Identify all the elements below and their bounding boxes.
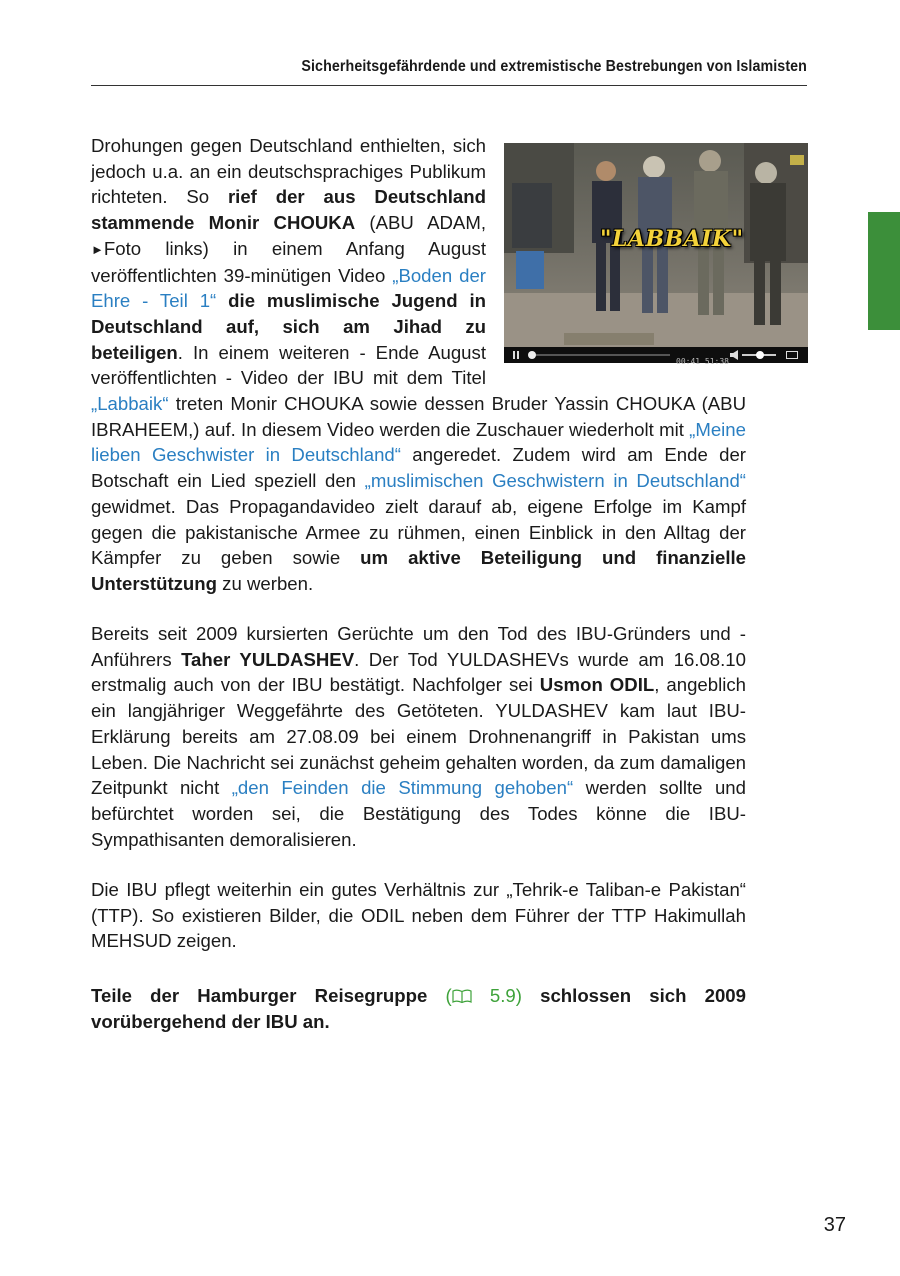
text-run: Foto links) in einem Anfang August veröffentlichten 39-minütigen Video xyxy=(91,237,486,286)
cross-reference-link[interactable]: 5.9) xyxy=(471,985,522,1006)
chapter-tab-marker xyxy=(868,212,900,330)
pause-icon[interactable] xyxy=(513,351,519,359)
text-run xyxy=(216,290,228,311)
emphasis-hamburg: Teile der Hamburger Reisegruppe xyxy=(91,985,428,1006)
video-title-overlay: "LABBAIK" xyxy=(600,226,744,252)
text-run: werden sollte und befürchtet worden sei, die Bestätigung des Todes könne die IBU-Sympathisanten demoralisieren. xyxy=(91,777,746,850)
text-run: . In einem weiteren - Ende August veröffentlichten - Video der IBU mit dem Titel xyxy=(91,341,486,389)
text-run: . Der Tod YULDASHEVs wurde am 16.08.10 erstmalig auch von der IBU bestätigt. Nachfolger sei xyxy=(91,648,746,696)
volume-icon[interactable] xyxy=(730,350,738,360)
video-player-controls xyxy=(504,347,808,366)
triangle-right-icon: ► xyxy=(91,241,104,257)
emphasis-chouka-call: rief der aus Deutschland stammende Monir CHOUKA xyxy=(91,186,486,234)
fullscreen-icon[interactable] xyxy=(786,351,798,359)
text-run: treten Monir CHOUKA sowie dessen Bruder Yassin CHOUKA (ABU IBRAHEEM,) auf. In diesem Video werden die Zuschauer wiederholt mit xyxy=(91,393,746,440)
progress-knob[interactable] xyxy=(528,351,536,359)
header-rule xyxy=(91,85,807,86)
emphasis-odil: Usmon ODIL xyxy=(539,674,655,696)
paragraph-ttp: Die IBU pflegt weiterhin ein gutes Verhältnis zur „Tehrik-e Taliban-e Pakistan“ (TTP). So existieren Bilder, die ODIL neben dem Führer der TTP Hakimullah MEHSUD zeigen. xyxy=(91,879,746,952)
quote-geschwister: „Meine lieben Geschwister in Deutschland“ xyxy=(91,418,746,466)
volume-knob[interactable] xyxy=(756,351,764,359)
text-run: Bereits seit 2009 kursierten Gerüchte um den Tod des IBU-Gründers und -Anführers xyxy=(91,623,746,670)
running-title: Sicherheitsgefährdende und extremistische Bestrebungen von Islamisten xyxy=(301,58,807,75)
text-run: , angeblich ein langjähriger Weggefährte des Getöteten. YULDASHEV kam laut IBU-Erklärung bereits am 27.08.09 bei einem Drohnenangriff in Pakistan ums Leben. Die Nachricht sei zunächst geheim gehalten worden, da zum damaligen Zeitpunkt nicht xyxy=(91,674,746,799)
text-run: gewidmet. Das Propagandavideo zielt darauf ab, eigene Erfolge im Kampf gegen die pakistanische Armee zu rühmen, einen Einblick in den Alltag der Kämpfer zu geben sowie xyxy=(91,495,746,569)
page-number: 37 xyxy=(823,1214,846,1236)
quote-video-title: „Boden der Ehre - Teil 1“ xyxy=(91,264,487,312)
labbaik-video-still[interactable] xyxy=(504,143,808,366)
video-timecode: 00:41 51:38 xyxy=(676,357,729,366)
quote-labbaik: „Labbaik“ xyxy=(91,393,169,415)
quote-muslimischen-geschwistern: „muslimischen Geschwistern in Deutschland“ xyxy=(364,470,746,492)
emphasis-hamburg-joined: schlossen sich 2009 vorübergehend der IBU an. xyxy=(91,985,746,1032)
emphasis-jihad-call: die muslimische Jugend in Deutschland auf, sich am Jihad zu beteiligen xyxy=(91,290,487,363)
text-run: Drohungen gegen Deutschland enthielten, sich jedoch u.a. an ein deutschsprachiges Publikum richteten. So xyxy=(91,135,486,208)
book-icon xyxy=(452,989,472,1004)
emphasis-yuldashev: Taher YULDASHEV xyxy=(181,648,355,670)
progress-track[interactable] xyxy=(530,354,670,356)
paragraph-yuldashev xyxy=(91,621,746,852)
quote-feinden: „den Feinden die Stimmung gehoben“ xyxy=(231,777,574,799)
ref-open: ( xyxy=(427,985,452,1006)
paragraph-chouka-videos xyxy=(91,133,746,597)
emphasis-support-call: um aktive Beteiligung und finanzielle Unterstützung xyxy=(91,547,746,594)
paragraph-hamburg-group xyxy=(91,983,746,1034)
text-run: angeredet. Zudem wird am Ende der Botschaft ein Lied speziell den xyxy=(91,444,746,492)
text-run: zu werben. xyxy=(217,572,314,594)
text-run: (ABU ADAM, xyxy=(355,212,486,234)
